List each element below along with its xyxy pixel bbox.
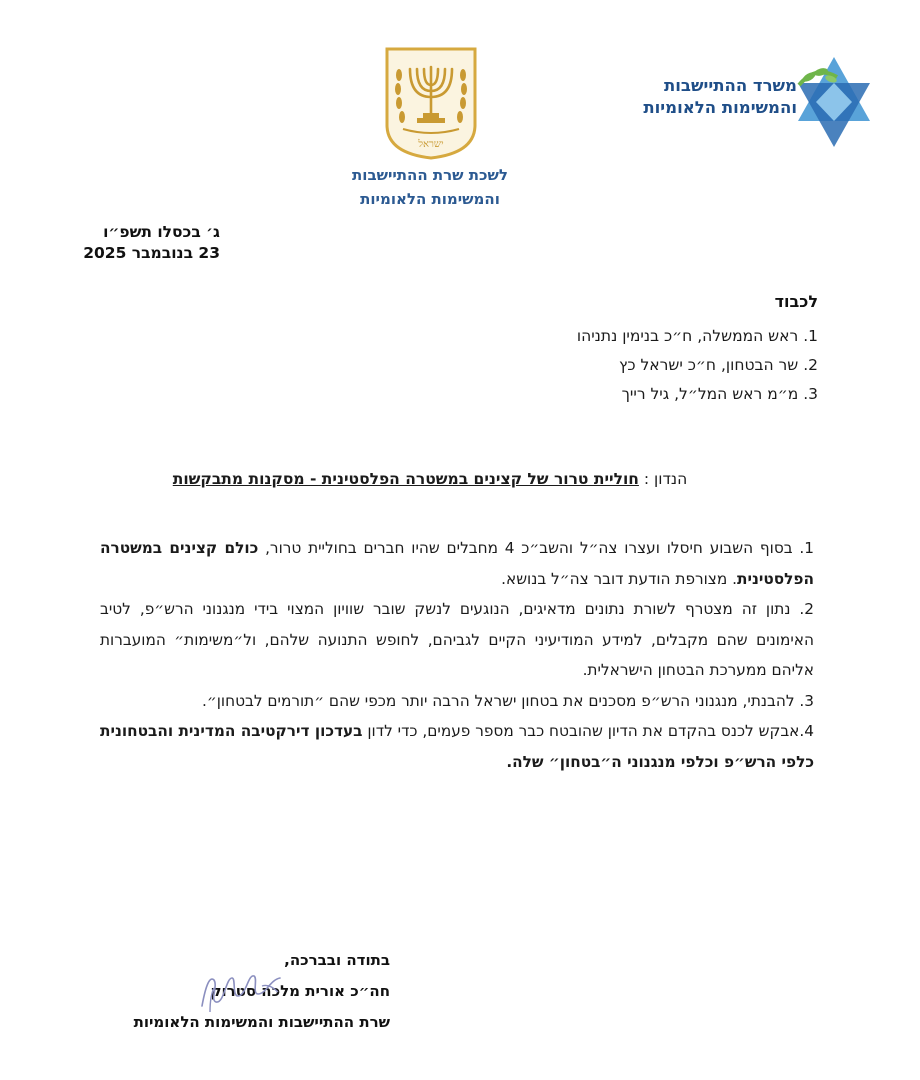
subject-prefix: הנדון : [643,470,688,488]
paragraph-1 [100,533,814,594]
signer-name: חה״כ אורית מלכה סטרוק [210,982,390,1000]
hebrew-date: ג׳ בכסלו תשפ״ו [103,223,220,241]
paragraph-1-bold: כולם קצינים במשטרה הפלסטינית [100,539,814,588]
date-block [60,222,220,264]
office-name-line1: לשכת שרת ההתיישבות [352,166,508,184]
paragraph-1-text: 1. בסוף השבוע חיסלו ועצרו צה״ל והשב״כ 4 מחבלים שהיו חברים בחוליית טרור, [258,539,815,557]
gregorian-date: 23 בנובמבר 2025 [83,244,220,262]
star-of-david-icon [793,55,875,149]
paragraph-4-text: 4.אבקש לכנס בהקדם את הדיון שהובטח כבר מספר פעמים, כדי לדון [362,722,814,740]
signer-title: שרת ההתיישבות והמשימות הלאומיות [133,1013,390,1031]
ministry-name-line2: והמשימות הלאומיות [643,98,797,117]
recipients-list [318,322,818,409]
paragraph-3: 3. להבנתי, מנגנוני הרש״פ מסכנים את בטחון ישראל הרבה יותר מכפי שהם ״תורמים לבטחון״. [202,691,814,710]
paragraph-4 [100,716,814,777]
state-emblem-icon [381,45,481,160]
ministry-name-line1: משרד ההתיישבות [664,76,797,95]
subject-line [120,470,740,488]
letter-body [100,533,814,777]
recipient-item: 1. ראש הממשלה, ח״כ בנימין נתניהו [576,327,818,345]
ministry-logo [625,55,875,150]
paragraph-2: 2. נתון זה מצטרף לשורת נתונים מדאיגים, הנוגעים לנשק שובר שוויון המצוי בידי מנגנוני הרש״פ, לטיב האימונים שהם מקבלים, למידע המודיעיני הקיים לגביהם, לחופש התנועה שלהם, ול״משימות״ המועברות אליהם ממערכת הבטחון הישראלית. [100,600,814,679]
office-name-line2: והמשימות הלאומיות [360,190,500,208]
emblem-caption: ישראל [418,139,444,150]
paragraph-1-end: . מצורפת הודעת דובר צה״ל בנושא. [501,569,737,588]
salutation: לכבוד [774,292,818,311]
recipient-item: 2. שר הבטחון, ח״כ ישראל כץ [618,356,818,374]
office-name [330,163,530,211]
ministry-name [643,75,797,119]
handwritten-signature [196,966,286,1014]
closing-greeting: בתודה ובברכה, [284,951,390,969]
paragraph-4-bold: בעדכון דירקטיבה המדינית והבטחונית כלפי הרש״פ וכלפי מנגנוני ה״בטחון״ שלה. [100,722,814,771]
subject-text: חוליית טרור של קצינים במשטרה הפלסטינית - מסקנות מתבקשות [172,470,639,488]
recipient-item: 3. מ״מ ראש המל״ל, גיל רייך [621,385,818,403]
